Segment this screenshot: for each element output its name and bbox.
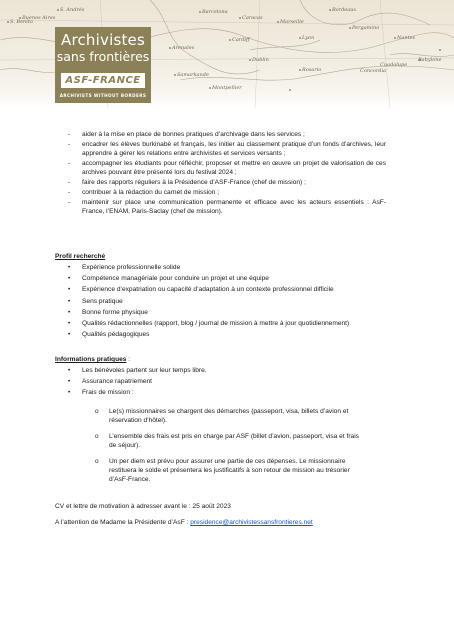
contact-prefix: A l’attention de Madame la Présidente d’AsF : bbox=[55, 519, 191, 526]
map-label: Babylone bbox=[418, 57, 442, 63]
list-item: - aider à la mise en place de bonnes pratiques d’archivage dans les services ; bbox=[68, 130, 386, 139]
list-item: - faire des rapports réguliers à la Présidence d’ASF-France (chef de mission) ; bbox=[68, 178, 386, 187]
list-item: • Bonne forme physique bbox=[68, 308, 408, 319]
profil-heading: Profil recherché bbox=[55, 253, 106, 260]
contact-email-link[interactable]: presidence@archivistessansfrontieres.net bbox=[190, 519, 313, 526]
map-label: Barcelona bbox=[202, 9, 228, 15]
missions-list bbox=[68, 130, 386, 217]
map-label: Lyon bbox=[302, 35, 315, 41]
map-label: Bordeaux bbox=[332, 7, 357, 13]
list-item: • Qualités rédactionnelles (rapport, blog / journal de mission à mettre à jour quotidiennement) bbox=[68, 319, 408, 330]
map-label: Arenales bbox=[172, 45, 195, 51]
map-label: Caracas bbox=[242, 15, 263, 21]
profil-list bbox=[68, 263, 408, 341]
list-item: • Sens pratique bbox=[68, 297, 408, 308]
map-label: Cuadalupe bbox=[380, 62, 408, 68]
list-item: • Les bénévoles partent sur leur temps libre. bbox=[68, 366, 408, 377]
list-item: - accompagner les étudiants pour réfléchir, proposer et mettre en œuvre un projet de valorisation de ces archives pouvant être présenté lors du festival 2024 ; bbox=[68, 159, 386, 177]
map-label: Dublin bbox=[252, 57, 269, 63]
map-label: Montpellier bbox=[212, 85, 242, 91]
map-label: Marseille bbox=[280, 19, 304, 25]
list-item: • Compétence managériale pour conduire un projet et une équipe bbox=[68, 274, 408, 285]
list-item: • Frais de mission : bbox=[68, 388, 408, 399]
frais-list bbox=[95, 407, 360, 491]
map-label: Pergamino bbox=[352, 25, 380, 31]
logo-title-line2: sans frontières bbox=[56, 49, 150, 64]
logo-title: Archivistes bbox=[60, 31, 145, 49]
infos-heading-suffix: : bbox=[126, 356, 131, 363]
list-item: o Un per diem est prévu pour assurer une partie de ces dépenses. Le missionnaire restituera le solde et présentera les justificatifs à son retour de mission au trésorier d’AsF-France. bbox=[95, 457, 360, 484]
list-item: o L’ensemble des frais est pris en charge par ASF (billet d’avion, passeport, visa et frais de séjour). bbox=[95, 432, 360, 450]
list-item: - contribuer à la rédaction du carnet de mission ; bbox=[68, 188, 386, 197]
logo-subtitle: ARCHIVISTS WITHOUT BORDERS bbox=[59, 93, 147, 98]
list-item: - maintenir sur place une communication permanente et efficace avec les acteurs essentiels : AsF-France, l’ENAM, Paris-Saclay (chef de mission). bbox=[68, 198, 386, 216]
contact-line bbox=[55, 518, 313, 527]
map-label: S. Benito bbox=[10, 19, 33, 25]
map-label: Buenos Aires bbox=[22, 15, 56, 21]
map-label: Rosario bbox=[302, 67, 322, 73]
infos-heading-line bbox=[55, 355, 130, 364]
list-item: o Le(s) missionnaires se chargent des démarches (passeport, visa, billets d’avion et réservation d’hôtel). bbox=[95, 407, 360, 425]
list-item: • Expérience d’expatriation ou capacité d’adaptation à un contexte professionnel difficile bbox=[68, 285, 408, 296]
deadline-text: CV et lettre de motivation à adresser avant le : 25 août 2023 bbox=[55, 503, 231, 510]
map-label: Concordia bbox=[360, 68, 387, 74]
list-item: • Assurance rapatriement bbox=[68, 377, 408, 388]
list-item: • Qualités pédagogiques bbox=[68, 330, 408, 341]
map-label: Cardiff bbox=[232, 37, 250, 43]
map-label: Nantes bbox=[397, 35, 416, 41]
list-item: • Expérience professionnelle solide bbox=[68, 263, 408, 274]
logo-badge: ASF-FRANCE bbox=[61, 73, 145, 88]
list-item: - encadrer les élèves burkinabè et français, les initier au classement pratique d’un fonds d’archives, leur apprendre à gérer les relations entre archivistes et services versants ; bbox=[68, 140, 386, 158]
infos-heading: Informations pratiques bbox=[55, 356, 127, 363]
map-label: Samarkande bbox=[177, 72, 209, 78]
infos-list bbox=[68, 366, 408, 400]
map-label: S. Andrés bbox=[60, 7, 85, 13]
